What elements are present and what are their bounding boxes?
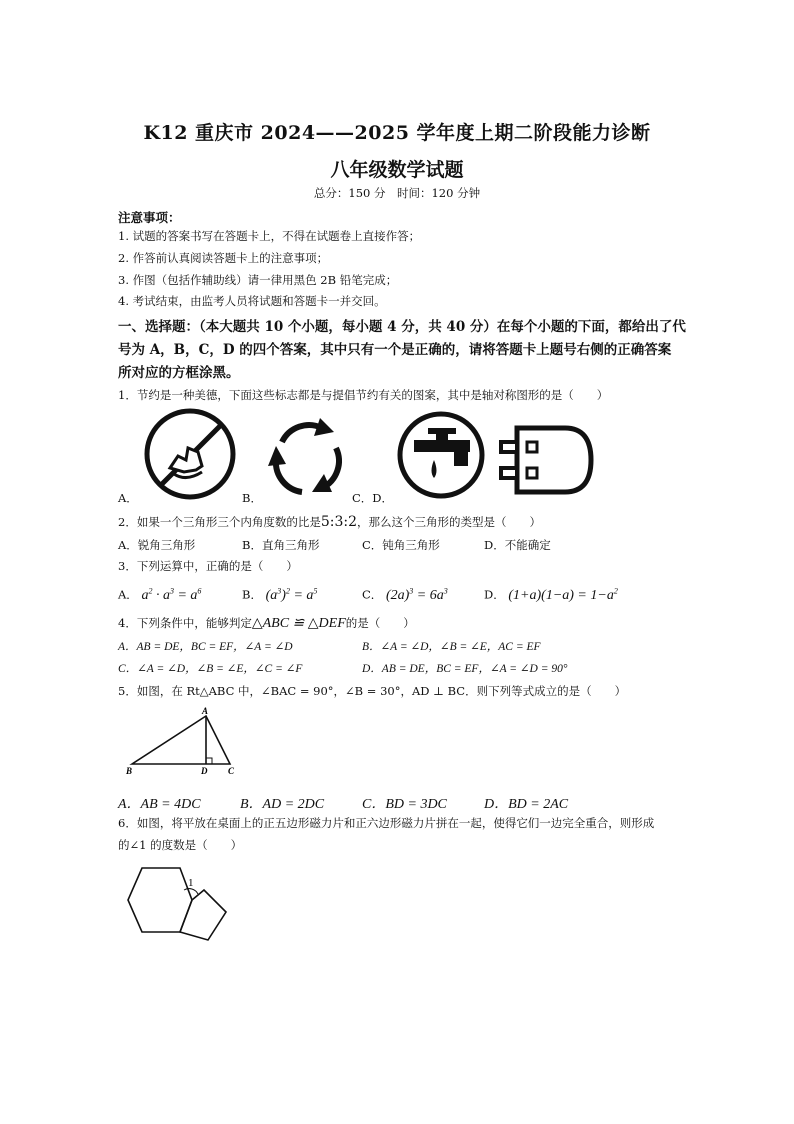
notice-item: 3. 作图（包括作辅助线）请一律用黑色 2B 铅笔完成；	[118, 273, 398, 287]
q3-math-d: $(1+a)(1-a) = 1-a^2$	[508, 586, 618, 603]
q6-stem-line: 的∠1 的度数是（ ）	[118, 838, 243, 852]
q5-label-b: B	[126, 766, 133, 776]
q4-congruence: △ABC ≌ △DEF	[251, 616, 346, 631]
q3-math-c: $(2a)^3 = 6a^3$	[385, 586, 448, 603]
q2-option-d[interactable]: D．不能确定	[484, 538, 551, 552]
q1-figure-d	[497, 420, 597, 500]
section1-line: 所对应的方框涂黑。	[118, 365, 240, 381]
q2-option-c[interactable]: C．钝角三角形	[362, 538, 440, 552]
q3-option-a[interactable]: A． $a^2 \cdot a^3 = a^6$	[118, 586, 202, 603]
notice-item: 4. 考试结束，由监考人员将试题和答题卡一并交回。	[118, 294, 386, 308]
q1-figure-a	[140, 408, 240, 500]
q4-option-a[interactable]: A．AB = DE，BC = EF，∠A = ∠D	[118, 641, 293, 653]
q1-figure-c	[396, 410, 486, 500]
q6-angle-label: 1	[188, 877, 194, 889]
notice-item: 2. 作答前认真阅读答题卡上的注意事项；	[118, 251, 329, 265]
section1-line: 号为 A，B，C，D 的四个答案，其中只有一个是正确的，请将答题卡上题号右侧的正确答案	[118, 342, 672, 358]
q3-math-a: $a^2 \cdot a^3 = a^6$	[141, 586, 202, 603]
q2-ratio: 5:3:2	[320, 514, 357, 530]
q5-label-a: A	[202, 706, 209, 716]
q1-option-b[interactable]: B．	[242, 491, 262, 505]
section1-line: 一、选择题：（本大题共 10 个小题，每小题 4 分，共 40 分）在每个小题的下面，都给出了代	[118, 319, 686, 335]
q5-option-d[interactable]: D．BD = 2AC	[484, 797, 569, 812]
q4-stem: 4．下列条件中，能够判定△ABC ≌ △DEF的是（ ）	[118, 616, 415, 631]
q3-math-b: $(a^3)^2 = a^5$	[265, 586, 318, 603]
q5-option-a[interactable]: A．AB = 4DC	[118, 797, 201, 812]
q5-option-b[interactable]: B．AD = 2DC	[240, 797, 325, 812]
q4-option-d[interactable]: D．AB = DE，BC = EF，∠A = ∠D = 90°	[362, 663, 568, 675]
notice-item: 1. 试题的答案书写在答题卡上，不得在试题卷上直接作答；	[118, 229, 421, 243]
q5-label-d: D	[201, 766, 208, 776]
q4-option-c[interactable]: C．∠A = ∠D，∠B = ∠E，∠C = ∠F	[118, 663, 303, 675]
exam-title: K12 重庆市 2024——2025 学年度上期二阶段能力诊断	[143, 122, 651, 144]
q3-option-d[interactable]: D． $(1+a)(1-a) = 1-a^2$	[484, 586, 618, 603]
q2-stem: 2．如果一个三角形三个内角度数的比是5:3:2，那么这个三角形的类型是（ ）	[118, 514, 541, 530]
notice-heading: 注意事项：	[118, 210, 181, 225]
q6-stem-line: 6．如图，将平放在桌面上的正五边形磁力片和正六边形磁力片拼在一起，使得它们一边完全重合，则形成	[118, 816, 655, 830]
q1-option-a[interactable]: A．	[118, 491, 138, 505]
q1-option-cd[interactable]: C．D．	[352, 491, 394, 505]
q3-option-c[interactable]: C． $(2a)^3 = 6a^3$	[362, 586, 448, 603]
q4-option-b[interactable]: B．∠A = ∠D，∠B = ∠E，AC = EF	[362, 641, 541, 653]
q5-stem: 5．如图，在 Rt△ABC 中，∠BAC = 90°，∠B = 30°，AD ⊥ BC．则下列等式成立的是（ ）	[118, 684, 627, 698]
q3-option-b[interactable]: B． $(a^3)^2 = a^5$	[242, 586, 318, 603]
score-time: 总分：150 分 时间：120 分钟	[313, 186, 481, 200]
q5-option-c[interactable]: C．BD = 3DC	[362, 797, 447, 812]
q2-option-a[interactable]: A．锐角三角形	[118, 538, 196, 552]
exam-subtitle: 八年级数学试题	[330, 159, 464, 181]
q6-polygon-figure	[122, 858, 234, 946]
q5-triangle-figure	[122, 706, 250, 776]
q2-option-b[interactable]: B．直角三角形	[242, 538, 320, 552]
q3-stem: 3．下列运算中，正确的是（ ）	[118, 559, 298, 573]
q1-stem: 1．节约是一种美德，下面这些标志都是与提倡节约有关的图案，其中是轴对称图形的是（ ）	[118, 388, 609, 402]
q5-label-c: C	[228, 766, 235, 776]
q1-figure-b	[262, 412, 352, 502]
